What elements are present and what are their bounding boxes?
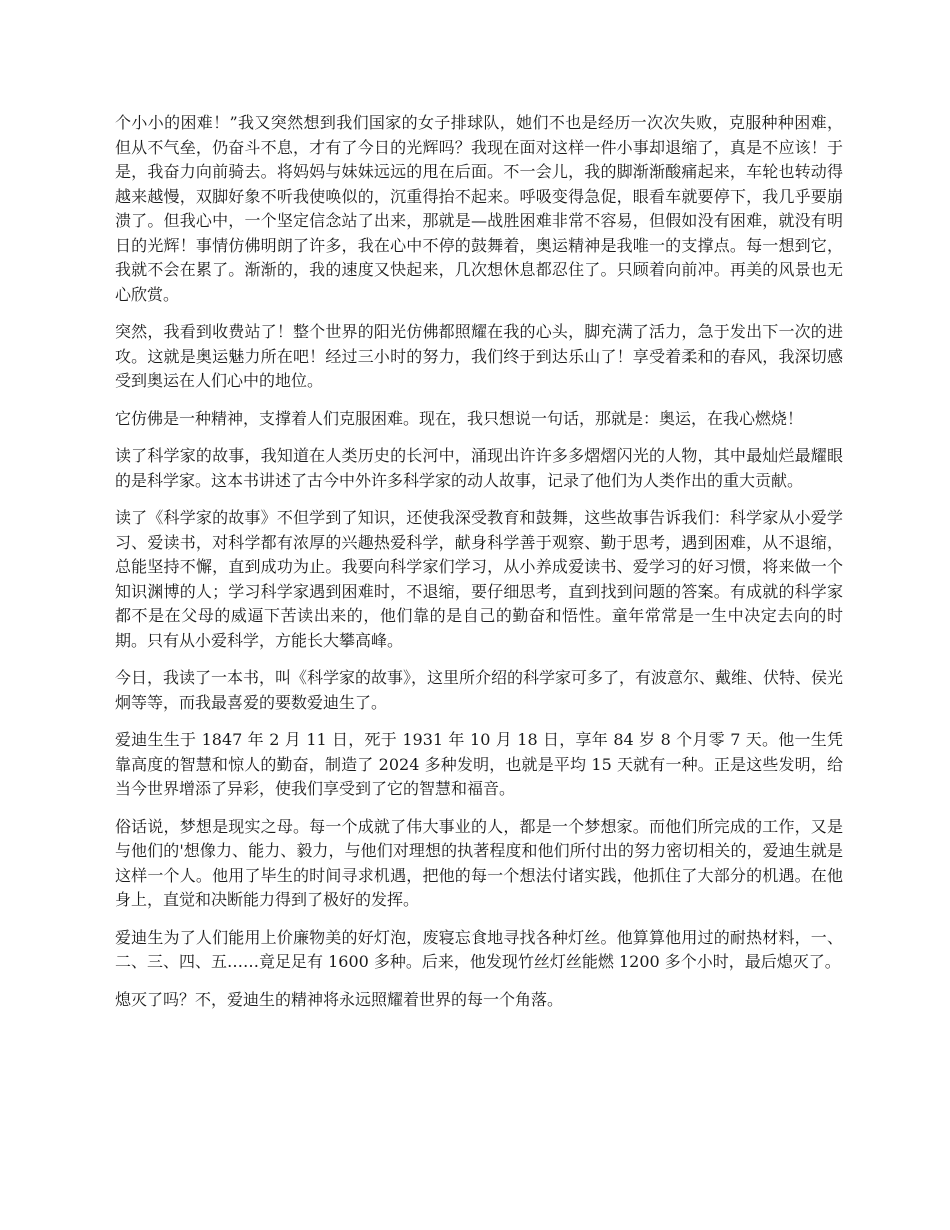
paragraph: 读了科学家的故事，我知道在人类历史的长河中，涌现出许许多多熠熠闪光的人物，其中最灿烂最耀眼的是科学家。这本书讲述了古今中外许多科学家的动人故事，记录了他们为人类作出的重大贡献。 [115, 446, 843, 490]
paragraph: 爱迪生为了人们能用上价廉物美的好灯泡，废寝忘食地寻找各种灯丝。他算算他用过的耐热材料，一、二、三、四、五……竟足足有 1600 多种。后来，他发现竹丝灯丝能燃 1200 多个小时，最后熄灭了。 [115, 927, 843, 971]
paragraph: 爱迪生生于 1847 年 2 月 11 日，死于 1931 年 10 月 18 日，享年 84 岁 8 个月零 7 天。他一生凭靠高度的智慧和惊人的勤奋，制造了 2024 多种发明，也就是平均 15 天就有一种。正是这些发明，给当今世界增添了异彩，使我们享受到了它的智慧和福音。 [115, 730, 843, 798]
paragraph: 熄灭了吗？不，爱迪生的精神将永远照耀着世界的每一个角落。 [115, 989, 564, 1009]
paragraph: 突然，我看到收费站了！整个世界的阳光仿佛都照耀在我的心头，脚充满了活力，急于发出下一次的进攻。这就是奥运魅力所在吧！经过三小时的努力，我们终于到达乐山了！享受着柔和的春风，我深切感受到奥运在人们心中的地位。 [115, 322, 843, 390]
paragraph: 读了《科学家的故事》不但学到了知识，还使我深受教育和鼓舞，这些故事告诉我们：科学家从小爱学习、爱读书，对科学都有浓厚的兴趣热爱科学，献身科学善于观察、勤于思考，遇到困难，从不退缩，总能坚持不懈，直到成功为止。我要向科学家们学习，从小养成爱读书、爱学习的好习惯，将来做一个知识渊博的人；学习科学家遇到困难时，不退缩，要仔细思考，直到找到问题的答案。有成就的科学家都不是在父母的威逼下苦读出来的，他们靠的是自己的勤奋和悟性。童年常常是一生中决定去向的时期。只有从小爱科学，方能长大攀高峰。 [115, 508, 843, 650]
paragraph: 今日，我读了一本书，叫《科学家的故事》，这里所介绍的科学家可多了，有波意尔、戴维、伏特、侯光炯等等，而我最喜爱的要数爱迪生了。 [115, 668, 844, 712]
document-body [115, 111, 843, 1025]
paragraph: 它仿佛是一种精神，支撑着人们克服困难。现在，我只想说一句话，那就是：奥运，在我心燃烧！ [115, 408, 804, 428]
paragraph: 俗话说，梦想是现实之母。每一个成就了伟大事业的人，都是一个梦想家。而他们所完成的工作，又是与他们的'想像力、能力、毅力，与他们对理想的执著程度和他们所付出的努力密切相关的，爱迪生就是这样一个人。他用了毕生的时间寻求机遇，把他的每一个想法付诸实践，他抓住了大部分的机遇。在他身上，直觉和决断能力得到了极好的发挥。 [115, 816, 843, 909]
paragraph: 个小小的困难！”我又突然想到我们国家的女子排球队，她们不也是经历一次次失败，克服种种困难，但从不气垒，仍奋斗不息，才有了今日的光辉吗？我现在面对这样一件小事却退缩了，真是不应该！于是，我奋力向前骑去。将妈妈与妹妹远远的甩在后面。不一会儿，我的脚渐渐酸痛起来，车轮也转动得越来越慢，双脚好象不听我使唤似的，沉重得抬不起来。呼吸变得急促，眼看车就要停下，我几乎要崩溃了。但我心中，一个坚定信念站了出来，那就是—战胜困难非常不容易，但假如没有困难，就没有明日的光辉！事情仿佛明朗了许多，我在心中不停的鼓舞着，奥运精神是我唯一的支撑点。每一想到它，我就不会在累了。渐渐的，我的速度又快起来，几次想休息都忍住了。只顾着向前冲。再美的风景也无心欣赏。 [115, 113, 843, 304]
